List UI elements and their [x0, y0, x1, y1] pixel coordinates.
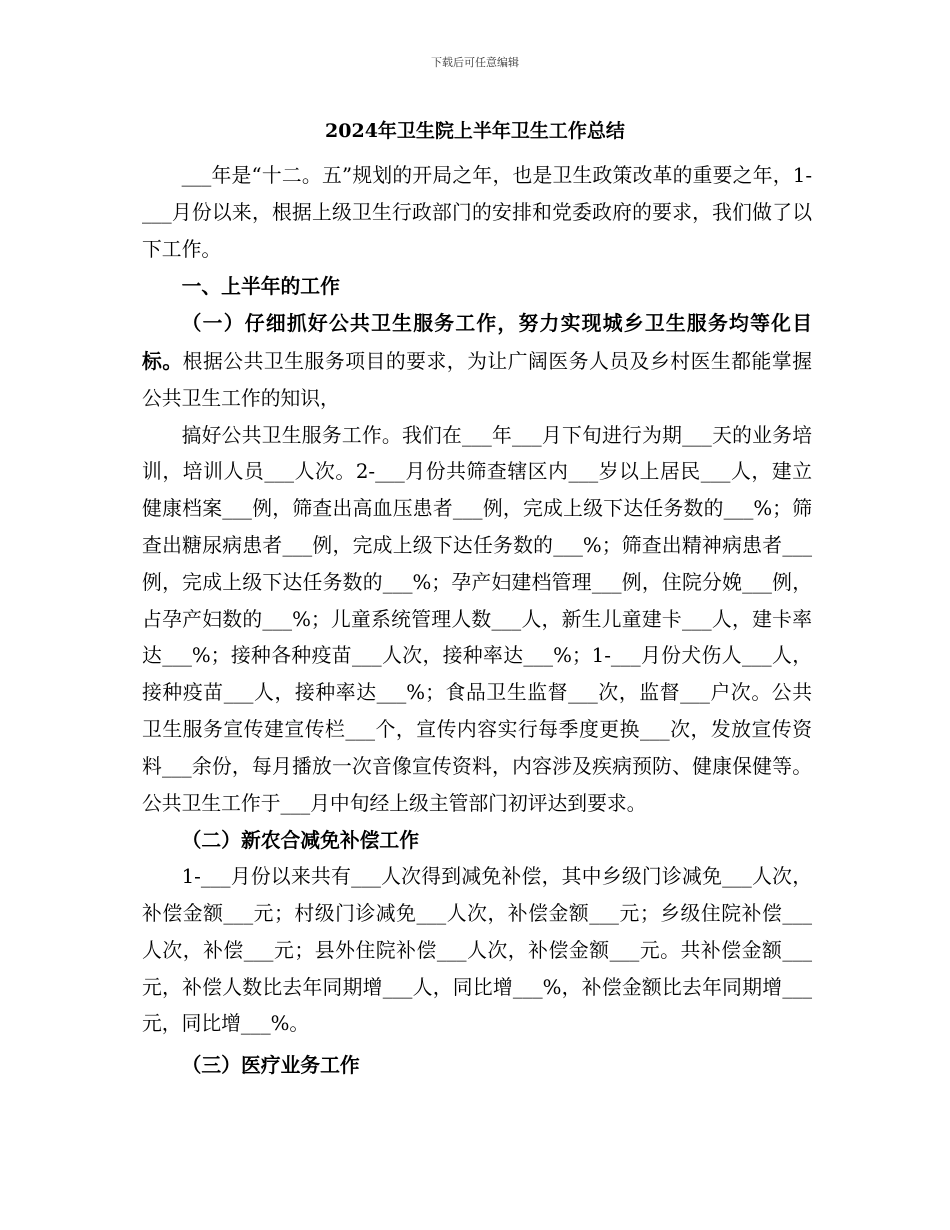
subsection-3-heading: （三）医疗业务工作	[181, 1053, 360, 1078]
section-heading-1: 一、上半年的工作	[181, 274, 340, 299]
public-health-paragraph: 搞好公共卫生服务工作。我们在___年___月下旬进行为期___天的业务培训，培训人员___人次。2-___月份共筛查辖区内___岁以上居民___人，建立健康档案___例，筛查出高血压患者___例，完成上级下达任务数的___%；筛查出糖尿病患者___例，完成上级下达任务数的___%；筛查出精神病患者___例，完成上级下达任务数的___%；孕产妇建档管理___例，住院分娩___例，占孕产妇数的___%；儿童系统管理人数___人，新生儿童建卡___人，建卡率达___%；接种各种疫苗___人次，接种率达___%；1-___月份犬伤人___人，接种疫苗___人，接种率达___%；食品卫生监督___次，监督___户次。公共卫生服务宣传建宣传栏___个，宣传内容实行每季度更换___次，发放宣传资料___余份，每月播放一次音像宣传资料，内容涉及疾病预防、健康保健等。公共卫生工作于___月中旬经上级主管部门初评达到要求。	[142, 423, 812, 815]
insurance-paragraph: 1-___月份以来共有___人次得到减免补偿，其中乡级门诊减免___人次，补偿金额___元；村级门诊减免___人次，补偿金额___元；乡级住院补偿___人次，补偿___元；县外住院补偿___人次，补偿金额___元。共补偿金额___元，补偿人数比去年同期增___人，同比增___%，补偿金额比去年同期增___元，同比增___%。	[142, 865, 812, 1036]
document-body	[142, 158, 812, 1084]
page-header: 下载后可任意编辑	[431, 56, 519, 69]
subsection-1-text: 根据公共卫生服务项目的要求，为让广阔医务人员及乡村医生都能掌握公共卫生工作的知识，	[142, 349, 812, 410]
subsection-1-heading: （一）仔细抓好公共卫生服务工作，努力实现城乡卫生服务均等化目标。	[142, 311, 812, 373]
intro-paragraph: ___年是“十二。五”规划的开局之年，也是卫生政策改革的重要之年，1-___月份以来，根据上级卫生行政部门的安排和党委政府的要求，我们做了以下工作。	[142, 164, 812, 261]
subsection-2-heading: （二）新农合减免补偿工作	[181, 828, 419, 853]
document-title: 2024年卫生院上半年卫生工作总结	[325, 120, 625, 142]
subsection-1-paragraph	[142, 305, 812, 417]
